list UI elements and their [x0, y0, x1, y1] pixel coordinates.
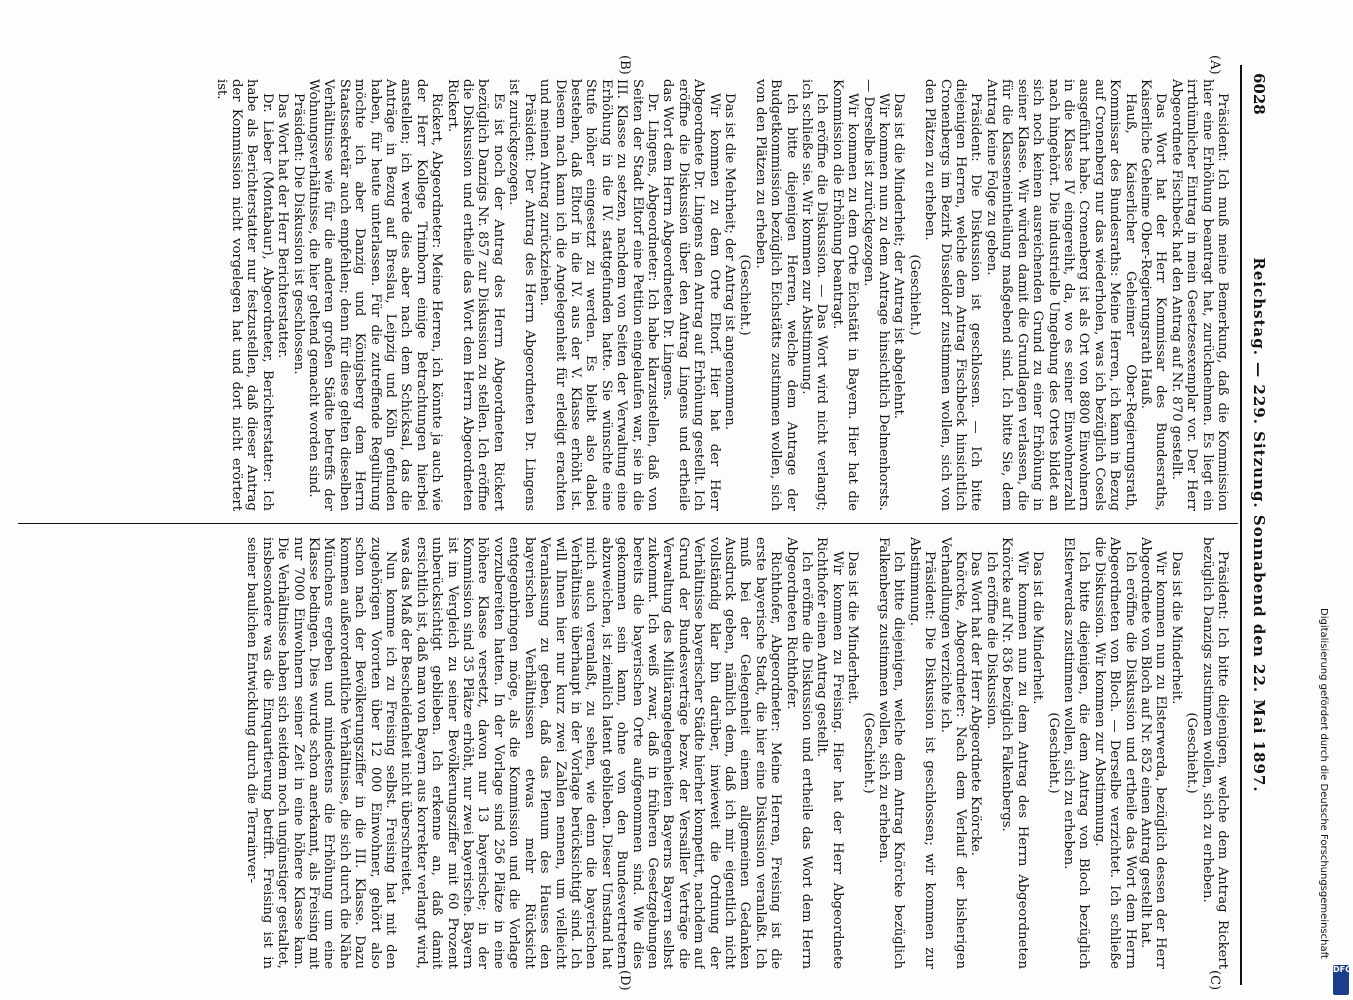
right-text-column	[20, 537, 1230, 969]
paragraph: (Geschieht.)	[860, 712, 876, 794]
paragraph: Dr. Lingens, Abgeordneter: Ich habe klarzustellen, daß von Seiten der Stadt Eltorf eine Petition eingelaufen war, sie in die III. Klasse zu setzen, nachdem von Seiten der Verwaltung eine Erhöhung in die IV. stattgefunden hatte. Sie wünschte eine Stufe höher eingesetzt zu werden. Es bleibt also dabei bestehen, daß Eltorf in die IV. aus der V. Klasse erhöht ist. Diesem nach kann ich die Angelegenheit für erledigt erachten und meinen Antrag zurückziehen.	[537, 79, 660, 511]
margin-marker-d: (D)	[617, 970, 632, 991]
paragraph: Das ist die Mehrheit; der Antrag ist angenommen.	[722, 93, 737, 430]
paragraph: (Geschieht.)	[1184, 712, 1200, 794]
paragraph: Wir kommen nun zu Elsterwerda, bezüglich dessen der Herr Abgeordnete von Bloch auf Nr. 852 einen Antrag gestellt hat.	[1137, 537, 1169, 969]
dfg-logo-text: DFG	[1333, 965, 1352, 974]
paragraph: Präsident: Ich muß meine Bemerkung, daß die Kommission hier eine Erhöhung beantragt hat, zurücknehmen. Es liegt ein irrthümlicher Eintrag in mein Gesetzesexemplar vor. Der Herr Abgeordnete Fischbeck hat den Antrag auf Nr. 870 gestellt.	[1168, 79, 1230, 511]
paragraph: Das ist die Minderheit.	[1030, 551, 1046, 705]
paragraph: Wir kommen nun zu dem Antrag des Herrn Abgeordneten Knörcke auf Nr. 836 bezüglich Falkenbergs.	[999, 537, 1030, 969]
paragraph: Ich eröffne die Diskussion und ertheile das Wort dem Herrn Abgeordneten von Bloch. — Derselbe verzichtet. Ich schließe die Diskussion. Wir kommen zur Abstimmung.	[1091, 537, 1138, 969]
paragraph: Ich bitte diejenigen, welche dem Antrag Knörcke bezüglich Falkenbergs zustimmen wollen, sich zu erheben.	[876, 537, 907, 969]
dfg-logo	[1333, 965, 1352, 995]
paragraph: Knörcke, Abgeordneter: Nach dem Verlauf der bisherigen Verhandlungen verzichte ich.	[937, 537, 969, 969]
paragraph: Es ist noch der Antrag des Herrn Abgeordneten Rickert bezüglich Danzigs Nr. 857 zur Diskussion zu stellen. Ich eröffne die Diskussion und ertheile das Wort dem Herrn Abgeordneten Rickert.	[444, 79, 506, 511]
margin-marker-b: (B)	[617, 55, 632, 75]
paragraph: Das ist die Minderheit.	[1168, 551, 1184, 705]
page-header	[1244, 65, 1270, 985]
paragraph: Rickert, Abgeordneter: Meine Herren, ich könnte ja auch wie der Herr Kollege Trimborn einige Betrachtungen hierbei anstellen; ich werde dies aber nach dem Schicksal, das die Anträge in Bezug auf Breslau, Leipzig und Köln gefunden haben, für heute unterlassen. Für die zutreffende Regulirung möchte ich aber Danzig und Königsberg dem Herrn Staatssekretär auch empfehlen; denn für diese gelten dieselben Verhältnisse wie für die anderen großen Städte betreffs der Wohnungsverhältnisse, die hier geltend gemacht worden sind.	[306, 79, 445, 511]
paragraph: Präsident: Die Diskussion ist geschlossen. — Ich bitte diejenigen Herren, welche dem Antrag Fischbeck hinsichtlich Cronenbergs im Bezirk Düsseldorf zustimmen wollen, sich von den Plätzen zu erheben.	[922, 79, 984, 511]
paragraph: Wir kommen zu dem Orte Eltorf. Hier hat der Herr Abgeordnete Dr. Lingens den Antrag auf Erhöhung gestellt. Ich eröffne die Diskussion über den Antrag Lingens und ertheile das Wort dem Herrn Abgeordneten Dr. Lingens.	[660, 79, 722, 511]
paragraph: (Geschieht.)	[1045, 712, 1061, 794]
paragraph: Richthofer, Abgeordneter: Meine Herren, Freising ist die erste bayerische Stadt, die hier eine Diskussion veranlaßt. Ich muß bei der Gelegenheit einem allgemeinen Gedanken Ausdruck geben, nämlich dem, daß ich mir eigentlich nicht vollständig klar bin darüber, inwieweit die Ordnung der Verhältnisse bayerischer Städte hierher kompetirt, nachdem auf Grund der Bundesverträge bezw. der Versailler Verträge die Verwaltung des Militärangelegenheiten Bayerns Bayern selbst zukommt. Ich weiß zwar, daß in früheren Gesetzgebungen bereits die bayerischen Orte aufgenommen sind. Wie dies gekommen sein kann, ohne von den Bundesvertretern abzuweichen, ist ziemlich latent geblieben. Dieser Umstand hat mich auch veranlaßt, zu sehen, wie denn die bayerischen Verhältnisse überhaupt in der Vorlage berücksichtigt sind. Ich will Ihnen hier nur kurz zwei Zahlen nennen, um vielleicht Veranlassung zu geben, daß das Plenum des Hauses den bayerischen Verhältnissen etwas mehr Rücksicht entgegenbringen möge, als die Kommission und die Vorlage vorzubereiten hatten. In der Vorlage sind 256 Plätze in eine höhere Klasse versetzt, davon nur 13 bayerische; in der Kommission sind 35 Plätze erhöht, nur zwei bayerische. Bayern ist im Vergleich zu seiner Bevölkerungsziffer mit 60 Prozent unberücksichtigt geblieben. Ich erkenne an, daß damit ersichtlich ist, daß man von Bayern aus korrekter verlangt wird, was das Maß der Bescheidenheit nicht überschreitet.	[398, 537, 784, 969]
paragraph: Dr. Lieber (Montabaur), Abgeordneter, Berichterstatter: Ich habe als Berichterstatter nur festzustellen, daß dieser Antrag der Kommission nicht vorgelegen hat und dort nicht erörtert ist.	[213, 79, 275, 511]
running-title: Reichstag. — 229. Sitzung. Sonnabend den 22. Mai 1897.	[1250, 257, 1268, 793]
paragraph: Präsident: Die Diskussion ist geschlossen.	[290, 93, 306, 375]
paragraph: Präsident: Ich bitte diejenigen, welche dem Antrag Rickert bezüglich Danzigs zustimmen wollen, sich zu erheben.	[1199, 537, 1230, 969]
paragraph: Das ist die Minderheit.	[845, 551, 861, 705]
header-rule	[1240, 65, 1242, 985]
paragraph: (Geschieht.)	[906, 254, 922, 336]
page-number: 6028	[1250, 73, 1268, 115]
paragraph: Wir kommen zu dem Orte Eichstätt in Bayern. Hier hat die Kommission die Erhöhung beantragt.	[829, 79, 861, 511]
paragraph: Das Wort hat der Herr Abgeordnete Knörcke.	[968, 551, 984, 856]
paragraph: Das Wort hat der Herr Berichterstatter.	[275, 93, 291, 359]
paragraph: Präsident: Die Diskussion ist geschlossen; wir kommen zur Abstimmung.	[906, 537, 938, 969]
paragraph: Wir kommen zu Freising. Hier hat der Herr Abgeordnete Richthofer einen Antrag gestellt.	[814, 537, 845, 969]
page-body	[10, 55, 1280, 991]
rotated-page-content	[213, 55, 1280, 1000]
left-text-column	[20, 79, 1230, 511]
margin-marker-c: (C)	[1207, 970, 1222, 991]
paragraph: Das ist die Minderheit; der Antrag ist abgelehnt.	[891, 93, 907, 420]
paragraph: Ich eröffne die Diskussion und ertheile das Wort dem Herrn Abgeordneten Richthofer.	[783, 537, 815, 969]
paragraph: Nun komme ich zu Freising selbst. Freising hat mit den zugehörigen Vororten über 12 000 Einwohner, gehört also schon nach der Bevölkerungsziffer in die III. Klasse. Dazu kommen außerordentliche Verhältnisse, die sich durch die Nähe Münchens ergeben und mindestens die Erhöhung um eine Klasse bedingen. Dies wurde schon anerkannt, als Freising mit nur 7000 Einwohnern seiner Zeit in eine höhere Klasse kam. Die Verhältnisse haben sich seitdem noch ungünstiger gestaltet, insbesondere was die Einquartierung betrifft. Freising ist in seiner baulichen Entwicklung durch die Terrainver-	[244, 537, 399, 969]
margin-marker-a: (A)	[1207, 55, 1222, 75]
digitization-credit: Digitalisierung gefördert durch die Deutsche Forschungsgemeinschaft	[1318, 608, 1329, 959]
column-divider	[18, 523, 1238, 524]
paragraph: Das Wort hat der Herr Kommissar des Bundesraths, Kaiserliche Geheime Ober-Regierungsrath Hauß.	[1137, 79, 1169, 511]
paragraph: Ich eröffne die Diskussion. — Das Wort wird nicht verlangt; ich schließe sie. Wir kommen zur Abstimmung.	[799, 79, 830, 511]
paragraph: Wir kommen nun zu dem Antrage hinsichtlich Delmenhorsts. — Derselbe ist zurückgezogen.	[860, 79, 892, 511]
paragraph: Hauß, Kaiserlicher Geheimer Ober-Regierungsrath, Kommissar des Bundesraths: Meine Herren, ich kann in Bezug auf Cronenberg nur das wiederholen, was ich bezüglich Cosels ausgeführt habe. Cronenberg ist als Ort von 8800 Einwohnern in die Klasse IV eingereiht, da, wo es seiner Einwohnerzahl nach hingehört. Die industrielle Umgebung des Ortes bildet an sich noch keinen ausreichenden Grund zu einer Erhöhung in seiner Klasse. Wir würden damit die Grundlagen verlassen, die für die Klasseneintheilung maßgebend sind. Ich bitte Sie, dem Antrag keine Folge zu geben.	[983, 79, 1138, 511]
paragraph: Ich bitte diejenigen, die dem Antrag von Bloch bezüglich Elsterwerdas zustimmen wollen, sich zu erheben.	[1060, 537, 1092, 969]
paragraph: Ich bitte diejenigen Herren, welche dem Antrage der Budgetkommission bezüglich Eichstätts zustimmen wollen, sich von den Plätzen zu erheben.	[752, 79, 799, 511]
paragraph: (Geschieht.)	[737, 254, 753, 336]
paragraph: Ich eröffne die Diskussion.	[983, 551, 999, 730]
paragraph: Präsident: Der Antrag des Herrn Abgeordneten Dr. Lingens ist zurückgezogen.	[506, 79, 537, 511]
